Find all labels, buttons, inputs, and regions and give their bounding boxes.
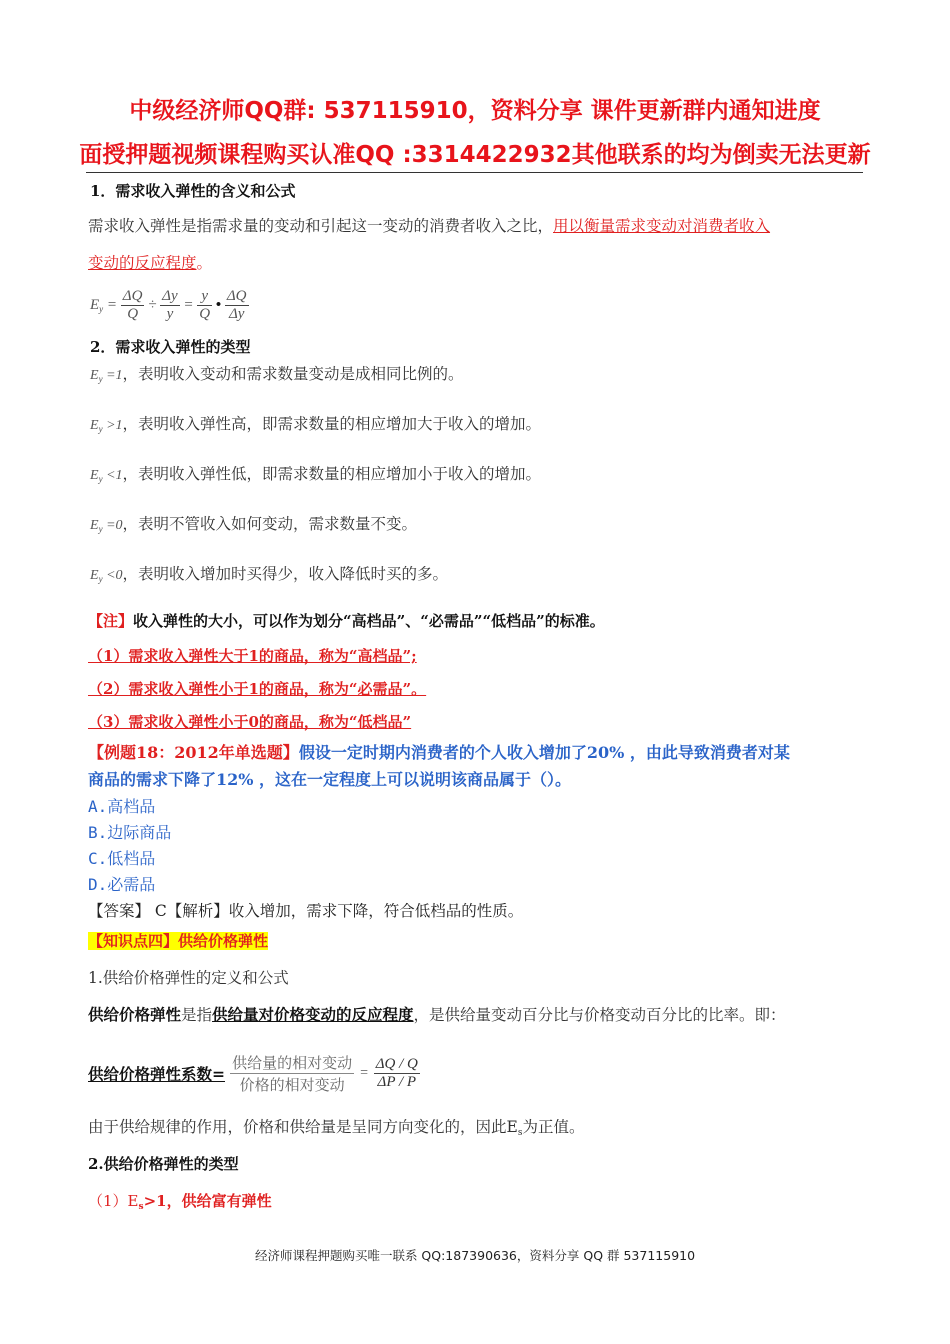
supply-type-1: $(1)E_s>1$，供给富有弹性 [88,1192,272,1212]
case-row: $E_y <1$，表明收入弹性低，即需求数量的相应增加小于收入的增加。 [90,465,542,484]
option-item: D.必需品 [88,875,156,894]
case-row: $E_y =0$，表明不管收入如何变动，需求数量不变。 [90,515,418,534]
section1-heading: 1．需求收入弹性的含义和公式 [90,182,296,200]
example-tag: 【例题18：2012年单选题】 [88,743,299,762]
knowledge-point-title: 【知识点四】供给价格弹性 [88,932,269,950]
income-elasticity-formula: $E_y$ = $\frac{\Delta Q}{Q}$ ÷ $\frac{\Delta y}{y}$ = $\frac{y}{Q}$ • $\frac{\Delta Q}{\Delta y}$ [90,288,247,322]
example-question-line-1: 【例题18：2012年单选题】假设一定时期内消费者的个人收入增加了20% ，由此导致消费者对某 [88,743,790,762]
case-row: $E_y =1$，表明收入变动和需求数量变动是成相同比例的。 [90,365,464,384]
header-divider [86,172,863,173]
case-row: $E_y >1$，表明收入弹性高，即需求数量的相应增加大于收入的增加。 [90,415,542,434]
example-question-line-2: 商品的需求下降了12% ，这在一定程度上可以说明该商品属于（）。 [88,770,572,789]
footer-text: 经济师课程押题购买唯一联系 QQ:187390636，资料分享 QQ 群 537115910 [254,1248,696,1263]
option-item: C.低档品 [88,849,156,868]
case-row: $E_y <0$，表明收入增加时买得少，收入降低时买的多。 [90,565,449,584]
section1-paragraph-cont: 变动的反应程度。 [88,254,213,272]
section2-heading: 2．需求收入弹性的类型 [90,338,251,356]
supply-elasticity-definition: 供给价格弹性是指供给量对价格变动的反应程度，是供给量变动百分比与价格变动百分比的比率。即： [88,1005,786,1024]
option-item: A.高档品 [88,797,156,816]
note-line: 【注】收入弹性的大小，可以作为划分“高档品”、“必需品”“低档品”的标准。 [88,612,605,630]
answer-line: 【答案】 C【解析】收入增加，需求下降，符合低档品的性质。 [88,902,524,920]
section1-paragraph: 需求收入弹性是指需求量的变动和引起这一变动的消费者收入之比，用以衡量需求变动对消费者收入 [88,217,771,235]
option-item: B.边际商品 [88,823,172,842]
header-line-2: 面授押题视频课程购买认准QQ :3314422932其他联系的均为倒卖无法更新 [79,142,871,168]
section1-red-text: 用以衡量需求变动对消费者收入 [553,217,771,235]
section3-sub1: 1.供给价格弹性的定义和公式 [88,969,289,987]
rule-item: （3）需求收入弹性小于0的商品，称为“低档品” [88,713,412,731]
rule-item: （2）需求收入弹性小于1的商品，称为“必需品”。 [88,680,427,698]
rule-item: （1）需求收入弹性大于1的商品，称为“高档品”; [88,647,417,665]
section3-sub2: 2.供给价格弹性的类型 [88,1155,239,1173]
supply-elasticity-formula: 供给价格弹性系数= $\frac{\text{供给量的相对变动}}{\text{价格的相对变动}}$ = $\frac{\Delta Q / Q}{\Delta P / P}$ [88,1054,418,1094]
supply-law-text: 由于供给规律的作用，价格和供给量是呈同方向变化的，因此$E_s$为正值。 [88,1118,585,1138]
note-tag: 【注】 [88,612,134,630]
header-line-1: 中级经济师QQ群: 537115910，资料分享 课件更新群内通知进度 [129,98,821,124]
